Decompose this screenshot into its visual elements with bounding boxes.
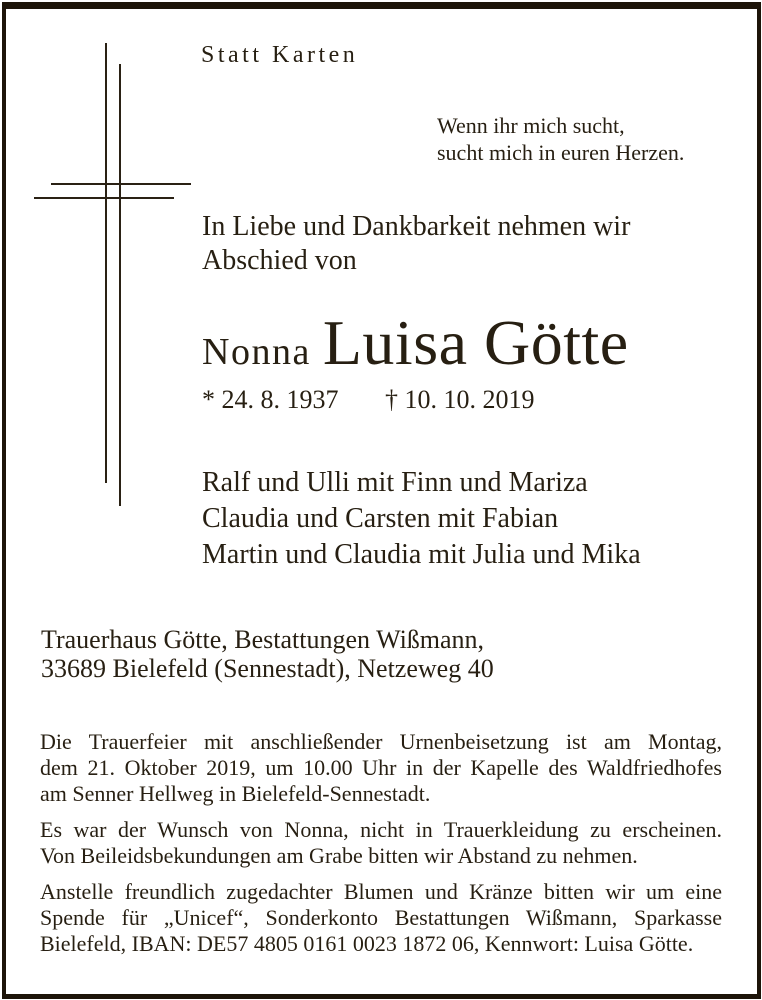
paragraph-line: Die Trauerfeier mit anschließender Urnenbeisetzung ist am Montag, <box>40 729 722 754</box>
cross-horizontal-line <box>34 197 174 199</box>
cross-vertical-line <box>105 43 107 483</box>
family-line: Ralf und Ulli mit Finn und Mariza <box>202 467 588 498</box>
deceased-name <box>202 307 629 378</box>
life-dates <box>202 387 535 413</box>
epigraph-verse <box>437 112 684 166</box>
paragraph-line: Spende für „Unicef“, Sonderkonto Bestattungen Wißmann, Sparkasse <box>40 905 722 930</box>
statt-karten-label: Statt Karten <box>201 42 359 68</box>
announcement-paragraph <box>40 729 722 807</box>
paragraph-line: Anstelle freundlich zugedachter Blumen und Kränze bitten wir um eine <box>40 879 722 904</box>
announcement-paragraphs <box>40 729 722 957</box>
epigraph-line: Wenn ihr mich sucht, <box>437 113 625 138</box>
cross-vertical-line <box>119 64 121 506</box>
announcement-paragraph <box>40 879 722 957</box>
intro-text <box>202 210 630 278</box>
paragraph-line: dem 21. Oktober 2019, um 10.00 Uhr in der Kapelle des Waldfriedhofes <box>40 755 722 780</box>
announcement-paragraph <box>40 817 722 869</box>
paragraph-line: Bielefeld, IBAN: DE57 4805 0161 0023 1872 06, Kennwort: Luisa Götte. <box>40 931 694 956</box>
family-names <box>202 465 641 573</box>
paragraph-line: Von Beileidsbekundungen am Grabe bitten wir Abstand zu nehmen. <box>40 843 638 868</box>
death-date: † 10. 10. 2019 <box>385 385 535 414</box>
birth-date: * 24. 8. 1937 <box>202 385 339 414</box>
epigraph-line: sucht mich in euren Herzen. <box>437 140 685 165</box>
paragraph-line: Es war der Wunsch von Nonna, nicht in Trauerkleidung zu erscheinen. <box>40 817 722 842</box>
address-line: 33689 Bielefeld (Sennestadt), Netzeweg 40 <box>41 654 494 683</box>
paragraph-line: am Senner Hellweg in Bielefeld-Sennestadt. <box>40 781 431 806</box>
cross-horizontal-line <box>51 183 191 185</box>
funeral-home-address <box>41 625 494 683</box>
intro-line: In Liebe und Dankbarkeit nehmen wir <box>202 211 631 242</box>
deceased-full-name: Luisa Götte <box>322 307 629 378</box>
intro-line: Abschied von <box>202 245 357 276</box>
deceased-nickname: Nonna <box>202 331 311 373</box>
address-line: Trauerhaus Götte, Bestattungen Wißmann, <box>41 625 485 654</box>
family-line: Claudia und Carsten mit Fabian <box>202 503 559 534</box>
family-line: Martin und Claudia mit Julia und Mika <box>202 539 641 570</box>
